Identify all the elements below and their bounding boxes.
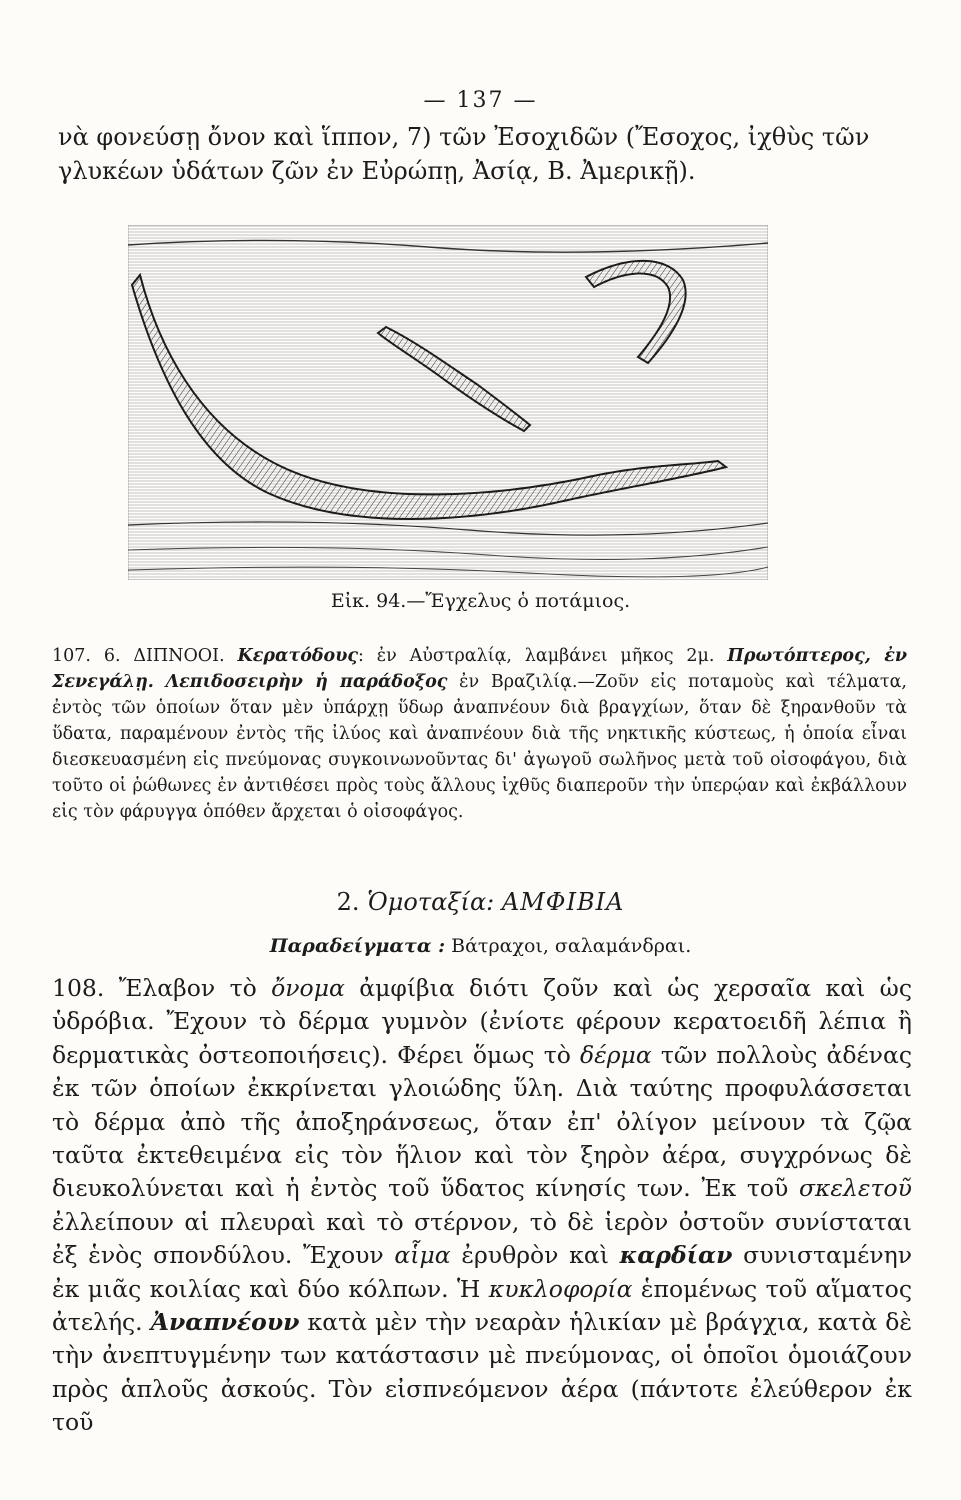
intro-text: νὰ φονεύσῃ ὄνον καὶ ἵππον, 7) τῶν Ἐσοχιδῶν (Ἔσοχος, ἰχθὺς τῶν γλυκέων ὑδάτων ζῶν ἐν Εὐρώπῃ, Ἀσίᾳ, Β. Ἀμερικῇ).	[58, 123, 870, 185]
intro-paragraph	[58, 120, 908, 188]
species-name: Κερατόδους	[237, 646, 359, 666]
body-text: ἐλλείπουν αἱ πλευραὶ καὶ τὸ στέρνον, τὸ δὲ ἱερὸν ὀστοῦν συνίσταται ἐξ ἑνὸς σπονδύλου. Ἔχουν	[52, 1207, 912, 1270]
eel-engraving	[128, 225, 768, 580]
keyword: σκελετοῦ	[798, 1174, 912, 1203]
body-text: ἐν Βραζιλίᾳ.—Ζοῦν εἰς ποταμοὺς καὶ τέλματα, ἐντὸς τῶν ὁποίων ὅταν μὲν ὑπάρχῃ ὕδωρ ἀναπνέουν διὰ βραγχίων, ὅταν δὲ ξηρανθοῦν τὰ ὕδατα, παραμένουν ἐντὸς τῆς ἰλύος καὶ ἀναπνέουν διὰ τῆς νηκτικῆς κύστεως, ἡ ὁποία εἶναι διεσκευασμένη εἰς πνεύμονας συγκοινωνοῦντας δι' ἀγωγοῦ σωλῆνος μετὰ τοῦ οἰσοφάγου, διὰ τοῦτο οἱ ῥώθωνες ἐν ἀντιθέσει πρὸς τοὺς ἄλλους ἰχθῦς διαπεροῦν τὴν ὑπερῴαν καὶ ἐκβάλλουν εἰς τὸν φάρυγγα ὁπόθεν ἄρχεται ὁ οἰσοφάγος.	[52, 672, 907, 822]
body-text: : ἐν Αὐστραλίᾳ, λαμβάνει μῆκος 2μ.	[358, 646, 715, 666]
paragraph-107	[52, 643, 907, 825]
body-text: τῶν πολλοὺς ἀδένας ἐκ τῶν ὁποίων ἐκκρίνεται γλοιώδης ὕλη. Διὰ ταύτης προφυλάσσεται τὸ δέρμα ἀπὸ τῆς ἀποξηράνσεως, ὅταν ἐπ' ὀλίγον μείνουν τὰ ζῷα ταῦτα ἐκτεθειμένα εἰς τὸν ἥλιον καὶ τὸν ξηρὸν ἀέρα, συγχρόνως δὲ διευκολύνεται καὶ ἡ ἐντὸς τοῦ ὕδατος κίνησίς των. Ἐκ τοῦ	[52, 1040, 912, 1203]
eel-illustration	[128, 225, 768, 580]
species-name: Πρωτόπτερος, ἐν Σενεγάλῃ.	[52, 646, 907, 692]
body-text: Ἔλαβον τὸ	[118, 974, 257, 1002]
section-heading	[0, 888, 961, 916]
keyword: ὄνομα	[271, 974, 345, 1002]
body-text: ἐρυθρὸν καὶ	[461, 1241, 609, 1270]
class-title: ΑΜΦΙΒΙΑ	[501, 888, 625, 916]
examples-text: Βάτραχοι, σαλαμάνδραι.	[451, 935, 692, 957]
keyword: κυκλοφορία	[488, 1274, 633, 1303]
paragraph-number: 107.	[52, 646, 91, 666]
class-label: Ὁμοταξία:	[367, 888, 495, 916]
figure-caption: Εἰκ. 94.—Ἔγχελυς ὁ ποτάμιος.	[330, 590, 631, 612]
keyword: δέρμα	[579, 1040, 652, 1069]
paragraph-number: 108.	[52, 974, 105, 1002]
body-text: ἑπομένως τοῦ αἵματος ἀτελής.	[52, 1274, 912, 1337]
body-text: κατὰ μὲν τὴν νεαρὰν ἡλικίαν μὲ βράγχια, κατὰ δὲ τὴν ἀνεπτυγμένην των κατάστασιν μὲ πνεύμονας, οἱ ὁποῖοι ὁμοιάζουν πρὸς ἁπλοῦς ἀσκούς. Τὸν εἰσπνεόμενον ἀέρα (πάντοτε ἐλεύθερον ἐκ τοῦ	[52, 1308, 912, 1437]
section-number: 2.	[336, 888, 360, 916]
examples-line	[0, 935, 961, 957]
paragraph-108	[52, 972, 912, 1440]
keyword: Ἀναπνέουν	[150, 1308, 300, 1337]
keyword: αἷμα	[394, 1241, 451, 1270]
order-name: 6. ΔΙΠΝΟΟΙ.	[103, 646, 225, 666]
species-name: Λεπιδοσειρὴν ἡ παράδοξος	[165, 672, 448, 692]
examples-label: Παραδείγματα :	[269, 935, 446, 957]
body-text: ἀμφίβια διότι ζοῦν καὶ ὡς χερσαῖα καὶ ὡς ὑδρόβια. Ἔχουν τὸ δέρμα γυμνὸν (ἐνίοτε φέρουν κερατοειδῆ λέπια ἢ δερματικὰς ὀστεοποιήσεις). Φέρει ὅμως τὸ	[52, 974, 912, 1069]
keyword: καρδίαν	[619, 1241, 733, 1270]
body-text: συνισταμένην ἐκ μιᾶς κοιλίας καὶ δύο κόλπων. Ἡ	[52, 1241, 912, 1303]
page-number: — 137 —	[423, 88, 538, 113]
